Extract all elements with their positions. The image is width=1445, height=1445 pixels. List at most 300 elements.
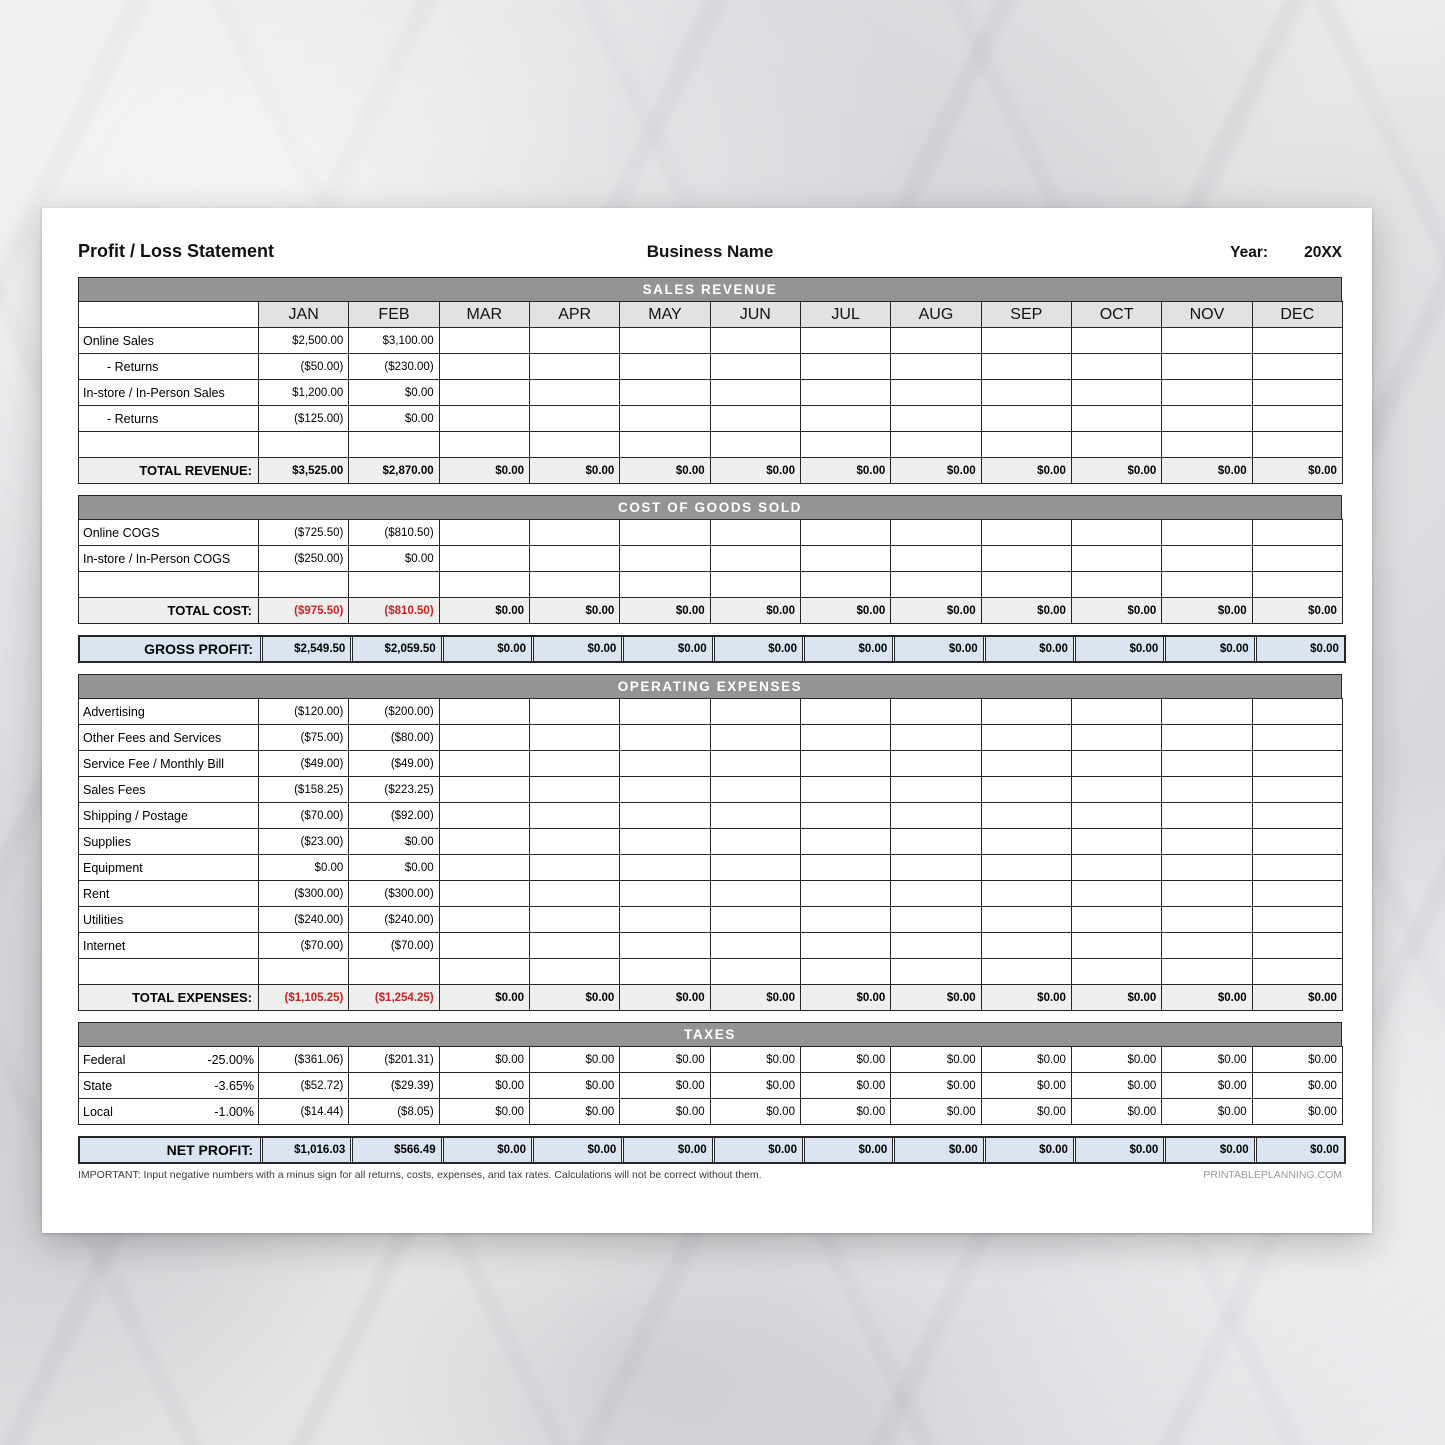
- value-cell: [439, 432, 529, 458]
- row-label-cell: NET PROFIT:: [80, 1138, 260, 1162]
- value-cell: $0.00: [621, 637, 711, 661]
- value-cell: $0.00: [531, 1138, 621, 1162]
- year-group: [773, 244, 1342, 262]
- value-cell: [620, 699, 710, 725]
- value-cell: [529, 855, 619, 881]
- value-cell: [891, 546, 981, 572]
- value-cell: [529, 751, 619, 777]
- row-label-cell: Rent: [79, 881, 259, 907]
- value-cell: [710, 572, 800, 598]
- value-cell: [800, 699, 890, 725]
- value-cell: ($1,254.25): [349, 985, 439, 1011]
- value-cell: [710, 380, 800, 406]
- value-cell: $0.00: [800, 458, 890, 484]
- page-title: Profit / Loss Statement: [78, 241, 275, 261]
- value-cell: $0.00: [800, 985, 890, 1011]
- value-cell: [439, 933, 529, 959]
- value-cell: [620, 572, 710, 598]
- section-gap: [78, 1125, 1342, 1136]
- value-cell: [710, 328, 800, 354]
- value-cell: [710, 546, 800, 572]
- value-cell: $0.00: [439, 985, 529, 1011]
- table-row: [79, 380, 1343, 406]
- value-cell: ($125.00): [259, 406, 349, 432]
- value-cell: $0.00: [441, 1138, 531, 1162]
- value-cell: [1252, 751, 1342, 777]
- value-cell: [439, 907, 529, 933]
- value-cell: [1252, 959, 1342, 985]
- value-cell: [529, 380, 619, 406]
- value-cell: [349, 432, 439, 458]
- value-cell: $0.00: [892, 1138, 982, 1162]
- value-cell: [1252, 829, 1342, 855]
- row-label-cell: Equipment: [79, 855, 259, 881]
- value-cell: [800, 546, 890, 572]
- table-row: [80, 637, 1344, 661]
- value-cell: [1071, 406, 1161, 432]
- value-cell: $1,200.00: [259, 380, 349, 406]
- value-cell: ($240.00): [259, 907, 349, 933]
- value-cell: [529, 406, 619, 432]
- value-cell: [439, 546, 529, 572]
- table-row: [79, 985, 1343, 1011]
- value-cell: [981, 959, 1071, 985]
- value-cell: ($361.06): [259, 1047, 349, 1073]
- value-cell: $0.00: [981, 985, 1071, 1011]
- value-cell: [439, 881, 529, 907]
- value-cell: [1252, 725, 1342, 751]
- value-cell: $0.00: [1071, 458, 1161, 484]
- value-cell: [1162, 546, 1252, 572]
- section-banner: TAXES: [78, 1022, 1342, 1047]
- value-cell: $0.00: [620, 458, 710, 484]
- value-cell: ($70.00): [259, 933, 349, 959]
- value-cell: ($725.50): [259, 520, 349, 546]
- value-cell: [981, 829, 1071, 855]
- value-cell: [1162, 751, 1252, 777]
- value-cell: $0.00: [712, 637, 802, 661]
- value-cell: $0.00: [1252, 598, 1342, 624]
- row-label-cell: - Returns: [79, 406, 259, 432]
- value-cell: [529, 328, 619, 354]
- value-cell: [1162, 725, 1252, 751]
- value-cell: [439, 572, 529, 598]
- value-cell: [800, 959, 890, 985]
- value-cell: [891, 432, 981, 458]
- value-cell: [981, 803, 1071, 829]
- value-cell: $0.00: [1162, 985, 1252, 1011]
- value-cell: ($70.00): [259, 803, 349, 829]
- value-cell: [529, 432, 619, 458]
- value-cell: [1071, 432, 1161, 458]
- value-cell: $0.00: [710, 985, 800, 1011]
- value-cell: $0.00: [439, 1047, 529, 1073]
- table-row: [79, 699, 1343, 725]
- value-cell: $0.00: [891, 985, 981, 1011]
- value-cell: [620, 546, 710, 572]
- section-banner: COST OF GOODS SOLD: [78, 495, 1342, 520]
- value-cell: $0.00: [1071, 1073, 1161, 1099]
- value-cell: [891, 520, 981, 546]
- value-cell: [1252, 572, 1342, 598]
- value-cell: $2,059.50: [350, 637, 440, 661]
- value-cell: [439, 751, 529, 777]
- row-label-cell: [79, 572, 259, 598]
- section-gap: [78, 1011, 1342, 1022]
- value-cell: [710, 725, 800, 751]
- value-cell: [439, 803, 529, 829]
- value-cell: [800, 751, 890, 777]
- value-cell: $0.00: [529, 598, 619, 624]
- value-cell: $0.00: [620, 985, 710, 1011]
- value-cell: [1162, 881, 1252, 907]
- value-cell: [1071, 572, 1161, 598]
- value-cell: ($70.00): [349, 933, 439, 959]
- row-label-cell: Utilities: [79, 907, 259, 933]
- value-cell: $3,100.00: [349, 328, 439, 354]
- table-row: [79, 572, 1343, 598]
- value-cell: [710, 907, 800, 933]
- value-cell: $0.00: [1162, 1047, 1252, 1073]
- table-row: [79, 1073, 1343, 1099]
- value-cell: [620, 881, 710, 907]
- value-cell: $0.00: [891, 1099, 981, 1125]
- value-cell: [710, 751, 800, 777]
- year-label: Year:: [1230, 244, 1269, 261]
- value-cell: [259, 572, 349, 598]
- value-cell: ($230.00): [349, 354, 439, 380]
- value-cell: [800, 380, 890, 406]
- value-cell: [620, 829, 710, 855]
- value-cell: ($300.00): [259, 881, 349, 907]
- value-cell: ($14.44): [259, 1099, 349, 1125]
- value-cell: $0.00: [712, 1138, 802, 1162]
- value-cell: [710, 933, 800, 959]
- value-cell: $0.00: [620, 1099, 710, 1125]
- table-row: [79, 803, 1343, 829]
- value-cell: [620, 959, 710, 985]
- month-header-cell: JUL: [800, 302, 890, 328]
- value-cell: $0.00: [1254, 637, 1344, 661]
- value-cell: $0.00: [529, 1073, 619, 1099]
- table-row: [79, 598, 1343, 624]
- table-row: [79, 406, 1343, 432]
- value-cell: [529, 881, 619, 907]
- month-header-cell: JAN: [259, 302, 349, 328]
- value-cell: $0.00: [1073, 637, 1163, 661]
- table-row: [79, 328, 1343, 354]
- value-cell: [1162, 328, 1252, 354]
- value-cell: $0.00: [621, 1138, 711, 1162]
- row-label-cell: In-store / In-Person COGS: [79, 546, 259, 572]
- value-cell: [1252, 546, 1342, 572]
- profit-row: [78, 1136, 1346, 1164]
- value-cell: [439, 406, 529, 432]
- value-cell: ($158.25): [259, 777, 349, 803]
- value-cell: [981, 546, 1071, 572]
- tax-name-label: Federal: [83, 1052, 126, 1067]
- value-cell: [1162, 432, 1252, 458]
- year-value: 20XX: [1304, 244, 1342, 261]
- footer-site: PRINTABLEPLANNING.COM: [1203, 1169, 1342, 1181]
- month-header-cell: MAR: [439, 302, 529, 328]
- document-header: [78, 241, 1342, 262]
- value-cell: $0.00: [983, 637, 1073, 661]
- month-header-cell: DEC: [1252, 302, 1342, 328]
- value-cell: [529, 959, 619, 985]
- value-cell: [529, 546, 619, 572]
- value-cell: [981, 432, 1071, 458]
- value-cell: [800, 829, 890, 855]
- value-cell: [1071, 328, 1161, 354]
- value-cell: [800, 520, 890, 546]
- value-cell: [800, 907, 890, 933]
- value-cell: ($1,105.25): [259, 985, 349, 1011]
- value-cell: ($975.50): [259, 598, 349, 624]
- value-cell: [439, 354, 529, 380]
- value-cell: [981, 354, 1071, 380]
- value-cell: $0.00: [620, 598, 710, 624]
- value-cell: [1252, 328, 1342, 354]
- value-cell: [620, 432, 710, 458]
- business-name: Business Name: [646, 242, 774, 261]
- table-row: [79, 1099, 1343, 1125]
- value-cell: [710, 777, 800, 803]
- table-row: [79, 959, 1343, 985]
- row-label-cell: Shipping / Postage: [79, 803, 259, 829]
- table-row: [79, 829, 1343, 855]
- value-cell: [439, 829, 529, 855]
- value-cell: $0.00: [802, 637, 892, 661]
- value-cell: ($29.39): [349, 1073, 439, 1099]
- row-label-cell: Supplies: [79, 829, 259, 855]
- spreadsheet-section: [78, 301, 1343, 484]
- value-cell: $0.00: [1071, 598, 1161, 624]
- value-cell: ($49.00): [349, 751, 439, 777]
- value-cell: [1071, 546, 1161, 572]
- value-cell: [981, 881, 1071, 907]
- value-cell: [439, 699, 529, 725]
- document-footer: [78, 1169, 1342, 1181]
- tax-label-wrap: [83, 1053, 254, 1067]
- row-label-cell: Online COGS: [79, 520, 259, 546]
- value-cell: [1252, 699, 1342, 725]
- tax-name-label: State: [83, 1078, 113, 1093]
- row-label-cell: Sales Fees: [79, 777, 259, 803]
- month-header-blank-cell: [79, 302, 259, 328]
- value-cell: $0.00: [710, 1073, 800, 1099]
- value-cell: [710, 855, 800, 881]
- value-cell: [981, 777, 1071, 803]
- value-cell: $0.00: [1162, 1099, 1252, 1125]
- table-row: [80, 1138, 1344, 1162]
- value-cell: [620, 406, 710, 432]
- value-cell: [529, 907, 619, 933]
- value-cell: $0.00: [891, 458, 981, 484]
- tax-name-label: Local: [83, 1104, 113, 1119]
- tax-rate-value: -3.65%: [214, 1078, 254, 1093]
- table-row: [79, 777, 1343, 803]
- value-cell: [529, 520, 619, 546]
- profit-loss-table: [78, 277, 1342, 1164]
- value-cell: [981, 699, 1071, 725]
- value-cell: [891, 855, 981, 881]
- value-cell: $0.00: [349, 829, 439, 855]
- value-cell: $0.00: [1071, 1047, 1161, 1073]
- value-cell: $0.00: [439, 1073, 529, 1099]
- section-gap: [78, 484, 1342, 495]
- value-cell: [891, 699, 981, 725]
- value-cell: [891, 829, 981, 855]
- value-cell: ($240.00): [349, 907, 439, 933]
- value-cell: [1071, 933, 1161, 959]
- value-cell: [891, 725, 981, 751]
- value-cell: ($23.00): [259, 829, 349, 855]
- month-header-cell: APR: [529, 302, 619, 328]
- value-cell: $0.00: [710, 458, 800, 484]
- value-cell: [1071, 829, 1161, 855]
- value-cell: [439, 959, 529, 985]
- value-cell: $3,525.00: [259, 458, 349, 484]
- value-cell: [891, 881, 981, 907]
- value-cell: $0.00: [1071, 985, 1161, 1011]
- value-cell: ($810.50): [349, 598, 439, 624]
- value-cell: $0.00: [349, 855, 439, 881]
- value-cell: ($8.05): [349, 1099, 439, 1125]
- value-cell: [891, 380, 981, 406]
- value-cell: [1252, 907, 1342, 933]
- value-cell: $0.00: [1252, 458, 1342, 484]
- value-cell: [800, 406, 890, 432]
- value-cell: [981, 751, 1071, 777]
- value-cell: $0.00: [800, 1047, 890, 1073]
- value-cell: [1071, 777, 1161, 803]
- table-row: [79, 458, 1343, 484]
- row-label-cell: [79, 1099, 259, 1125]
- value-cell: [1071, 907, 1161, 933]
- value-cell: [439, 855, 529, 881]
- value-cell: [1162, 380, 1252, 406]
- value-cell: [1162, 907, 1252, 933]
- row-label-cell: [79, 432, 259, 458]
- table-row: [79, 354, 1343, 380]
- value-cell: $0.00: [800, 1099, 890, 1125]
- value-cell: [259, 959, 349, 985]
- value-cell: [439, 520, 529, 546]
- value-cell: [800, 572, 890, 598]
- value-cell: [800, 354, 890, 380]
- section-gap: [78, 663, 1342, 674]
- value-cell: $0.00: [349, 406, 439, 432]
- value-cell: $0.00: [439, 458, 529, 484]
- value-cell: [891, 933, 981, 959]
- value-cell: [800, 881, 890, 907]
- value-cell: [800, 777, 890, 803]
- value-cell: $0.00: [529, 1099, 619, 1125]
- value-cell: $0.00: [981, 1099, 1071, 1125]
- value-cell: [891, 907, 981, 933]
- value-cell: [529, 572, 619, 598]
- value-cell: [800, 855, 890, 881]
- row-label-cell: TOTAL COST:: [79, 598, 259, 624]
- value-cell: [710, 959, 800, 985]
- tax-label-wrap: [83, 1079, 254, 1093]
- value-cell: [1252, 803, 1342, 829]
- value-cell: [620, 751, 710, 777]
- value-cell: [800, 432, 890, 458]
- value-cell: [1252, 855, 1342, 881]
- value-cell: [349, 572, 439, 598]
- tax-rate-value: -25.00%: [207, 1052, 254, 1067]
- value-cell: [891, 354, 981, 380]
- value-cell: [981, 406, 1071, 432]
- value-cell: $0.00: [1073, 1138, 1163, 1162]
- value-cell: $0.00: [349, 546, 439, 572]
- value-cell: [1162, 354, 1252, 380]
- value-cell: [439, 328, 529, 354]
- value-cell: [800, 725, 890, 751]
- value-cell: $0.00: [620, 1047, 710, 1073]
- value-cell: [1162, 572, 1252, 598]
- value-cell: [1071, 354, 1161, 380]
- value-cell: $0.00: [891, 1047, 981, 1073]
- month-header-cell: AUG: [891, 302, 981, 328]
- value-cell: $0.00: [1252, 985, 1342, 1011]
- row-label-cell: Other Fees and Services: [79, 725, 259, 751]
- value-cell: $0.00: [891, 598, 981, 624]
- table-row: [79, 432, 1343, 458]
- value-cell: $0.00: [892, 637, 982, 661]
- value-cell: [710, 803, 800, 829]
- value-cell: $2,549.50: [260, 637, 350, 661]
- value-cell: [981, 328, 1071, 354]
- value-cell: [1071, 751, 1161, 777]
- section-gap: [78, 624, 1342, 635]
- value-cell: [710, 406, 800, 432]
- value-cell: [891, 751, 981, 777]
- value-cell: $0.00: [439, 598, 529, 624]
- value-cell: [710, 699, 800, 725]
- value-cell: [1162, 520, 1252, 546]
- value-cell: $0.00: [891, 1073, 981, 1099]
- value-cell: [1071, 803, 1161, 829]
- value-cell: $0.00: [981, 598, 1071, 624]
- value-cell: [1252, 881, 1342, 907]
- table-row: [79, 725, 1343, 751]
- value-cell: [891, 328, 981, 354]
- value-cell: [1162, 406, 1252, 432]
- value-cell: $0.00: [981, 1073, 1071, 1099]
- value-cell: [891, 777, 981, 803]
- month-header-row: [79, 302, 1343, 328]
- value-cell: [620, 725, 710, 751]
- spreadsheet-section: [78, 519, 1343, 624]
- value-cell: $2,500.00: [259, 328, 349, 354]
- value-cell: [891, 959, 981, 985]
- value-cell: [1252, 933, 1342, 959]
- month-header-cell: OCT: [1071, 302, 1161, 328]
- value-cell: [1071, 520, 1161, 546]
- value-cell: [1162, 855, 1252, 881]
- value-cell: [1252, 354, 1342, 380]
- value-cell: [981, 725, 1071, 751]
- value-cell: [620, 354, 710, 380]
- table-row: [79, 855, 1343, 881]
- value-cell: ($810.50): [349, 520, 439, 546]
- value-cell: $0.00: [1252, 1073, 1342, 1099]
- value-cell: $0.00: [620, 1073, 710, 1099]
- value-cell: [710, 881, 800, 907]
